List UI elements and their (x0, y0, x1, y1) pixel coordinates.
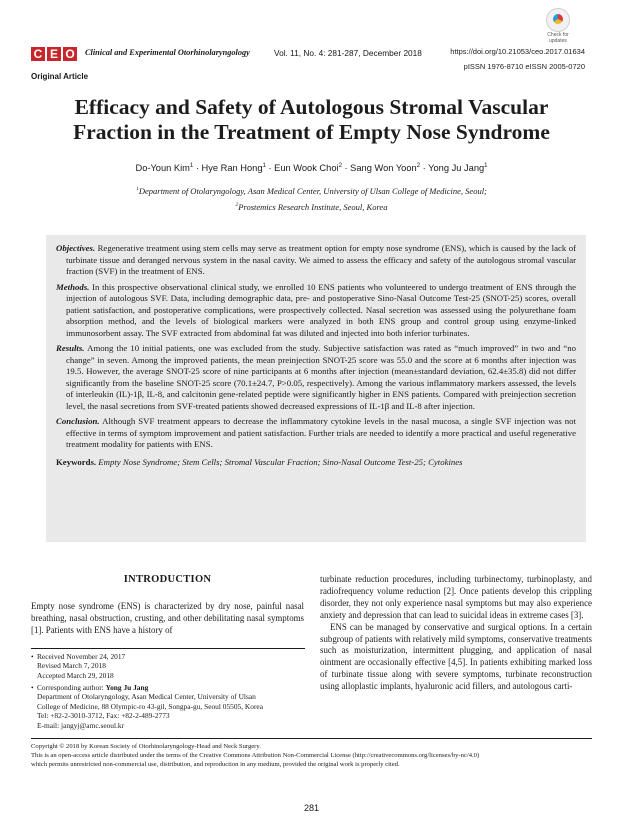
logo-letter-c: C (31, 47, 45, 61)
abstract-label: Keywords. (56, 456, 97, 467)
affil-mark: 2 (235, 202, 239, 209)
bullet: • (31, 683, 34, 692)
journal-name: Clinical and Experimental Otorhinolaryngology (85, 48, 250, 57)
abstract-label: Conclusion. (56, 416, 100, 426)
badge-label: Check for updates (547, 32, 569, 44)
abstract-methods (56, 282, 576, 340)
title-line-2: Fraction in the Treatment of Empty Nose Syndrome (73, 120, 550, 144)
footnote-divider (31, 648, 305, 649)
affil-text: Department of Otolaryngology, Asan Medical Center, University of Ulsan College of Medicine, Seoul; (138, 186, 487, 196)
corresponding-author (31, 683, 306, 730)
author-name: Yong Ju Jang (428, 163, 485, 174)
abstract-keywords (56, 457, 576, 469)
corr-label: Corresponding author: (37, 683, 104, 692)
author-name: Hye Ran Hong (201, 163, 263, 174)
author-list: Do-Youn Kim$^1$ · Hye Ran Hong$^1$ · Eun Wook Choi$^2$ · Sang Won Yoon$^2$ · Yong Ju Jang$^1$ (135, 163, 488, 174)
author-affil-mark: 1 (484, 163, 488, 169)
affil-text: Prostemics Research Institute, Seoul, Korea (238, 202, 388, 212)
title-line-1: Efficacy and Safety of Autologous Stromal Vascular (74, 95, 549, 119)
abstract-results (56, 343, 576, 412)
volume-info: Vol. 11, No. 4: 281-287, December 2018 (274, 48, 422, 58)
abstract-text: Although SVF treatment appears to decrease the inflammatory cytokine levels in the nasal mucosa, a single SVF injection was not effective in terms of symptom improvement and patient satisfaction. Further trials are needed to identify a more practical and useful regenerative treatment modality for patients with ENS. (66, 416, 576, 449)
license-line: This is an open-access article distributed under the terms of the Creative Commons Attribution Non-Commercial License (http://creativecommons.org/licenses/by-nc/4.0) (31, 752, 480, 760)
page-number: 281 (303, 803, 320, 813)
author-affil-mark: 1 (262, 163, 266, 169)
author-affil-mark: 1 (189, 163, 194, 169)
author-name: Eun Wook Choi (274, 163, 339, 174)
intro-paragraph-2: turbinate reduction procedures, including turbinectomy, turbinoplasty, and radiofrequency volume reduction [2]. Once patients develop this crippling disorder, they not only experience nasal symptoms but may also experience anxiety and depression that can lead to suicidal ideas in extreme cases [3]. (320, 574, 592, 620)
issn: pISSN 1976-8710 eISSN 2005-0720 (463, 62, 585, 71)
intro-paragraph-3: ENS can be managed by conservative and surgical options. In a certain subgroup of patients with relatively mild symptoms, conservative treatments such as moisturization, intermittent plugging, and application of nasal ointment are occasionally effective [4,5]. In patients exhibiting marked loss of turbinate tissue along with severe symptoms, turbinate reconstruction using alloplastic implants, hyaluronic acid fillers, and autologous carti- (320, 621, 592, 692)
abstract-conclusion (56, 416, 576, 451)
revised-date: Revised March 7, 2018 (37, 661, 106, 671)
copyright-divider (31, 738, 592, 739)
abstract-label: Results. (56, 343, 85, 353)
license-line: which permits unrestricted non-commercial use, distribution, and reproduction in any medium, provided the original work is properly cited. (31, 761, 400, 769)
article-title (30, 95, 593, 145)
abstract-box (46, 235, 586, 542)
check-for-updates-badge[interactable] (538, 8, 578, 44)
journal-logo (31, 47, 77, 61)
received-dates (31, 652, 306, 680)
author-affil-mark: 2 (416, 163, 421, 169)
author-name: Do-Youn Kim (135, 163, 190, 174)
corr-phone: Tel: +82-2-3010-3712, Fax: +82-2-489-2773 (37, 711, 170, 721)
abstract-label: Methods. (56, 281, 90, 292)
logo-letter-e: E (47, 47, 61, 61)
copyright-notice (31, 742, 591, 770)
abstract-text: In this prospective observational clinical study, we enrolled 10 ENS patients who volunteered to undergo treatment of ENS through the injection of autologous SVF. Data, including demographic data, pre- and postoperative Sino-Nasal Outcome Test-25 (SNOT-25) scores, overall patient satisfaction, and postoperative complications, were prospectively collected. Nasal secretion was assessed using the polyurethane foam absorption method, and the levels of biological markers were analyzed in both ENS group and control group using enzyme-linked immunosorbent assay. The SVF extracted from abdominal fat was diluted and injected into both inferior turbinates. (66, 281, 576, 338)
logo-letter-o: O (63, 47, 77, 61)
abstract-text: Among the 10 initial patients, one was excluded from the study. Subjective satisfaction was rated as “much improved” in two and “no change” in seven. Among the improved patients, the mean preinjection SNOT-25 score was 55.0 and the score at 6 months after injection was 19.5. However, the average SNOT-25 score of nine participants at 6 months after injection (mean±standard deviation, 62.4±35.8) did not differ significantly from the baseline SNOT-25 score (70.1±24.7, P>0.05, respectively). Among the various inflammatory markers assessed, the levels of interleukin (IL)-1β, IL-8, and calcitonin gene-related peptide were significantly higher in ENS patients. Compared with preinjection secretion level, the nasal secretions from SVF-treated patients showed decreased expressions of IL-1β and IL-8 after injection. (66, 343, 576, 411)
affiliation-2 (20, 202, 603, 212)
corr-email[interactable]: E-mail: jangyj@amc.seoul.kr (37, 720, 125, 730)
received-date: Received November 24, 2017 (37, 652, 126, 661)
corr-address-2: College of Medicine, 88 Olympic-ro 43-gil, Songpa-gu, Seoul 05505, Korea (37, 701, 263, 711)
right-column-text (320, 574, 592, 693)
corr-name: Yong Ju Jang (105, 683, 149, 692)
doi-link[interactable]: https://doi.org/10.21053/ceo.2017.01634 (450, 47, 585, 56)
affiliation-1 (20, 186, 603, 196)
author-name: Sang Won Yoon (350, 163, 417, 174)
section-heading-introduction: INTRODUCTION (123, 574, 212, 585)
intro-paragraph-1: Empty nose syndrome (ENS) is characterized by dry nose, painful nasal breathing, nasal obstruction, crusting, and other debilitating nasal symptoms [1]. Patients with ENS have a history of (31, 601, 304, 635)
crossmark-icon (546, 8, 570, 32)
left-column-text (31, 601, 304, 637)
copyright-line: Copyright © 2018 by Korean Society of Otorhinolaryngology-Head and Neck Surgery. (31, 743, 261, 750)
accepted-date: Accepted March 29, 2018 (37, 670, 114, 680)
abstract-objectives (56, 243, 576, 278)
author-affil-mark: 2 (338, 163, 342, 169)
abstract-label: Objectives. (56, 243, 96, 253)
affil-mark: 1 (136, 186, 139, 193)
corr-address-1: Department of Otolaryngology, Asan Medical Center, University of Ulsan (37, 692, 256, 702)
keywords-text: Empty Nose Syndrome; Stem Cells; Stromal Vascular Fraction; Sino-Nasal Outcome Test-25; Cytokines (96, 456, 463, 467)
bullet: • (31, 652, 34, 661)
abstract-text: Regenerative treatment using stem cells may serve as treatment option for empty nose syndrome (ENS), which is caused by the lack of turbinate tissue and deranged nervous system in the nasal cavity. We aimed to assess the efficacy and safety of the autologous stromal vascular fraction (SVF) in the treatment of ENS. (66, 243, 576, 276)
article-type: Original Article (31, 72, 89, 81)
